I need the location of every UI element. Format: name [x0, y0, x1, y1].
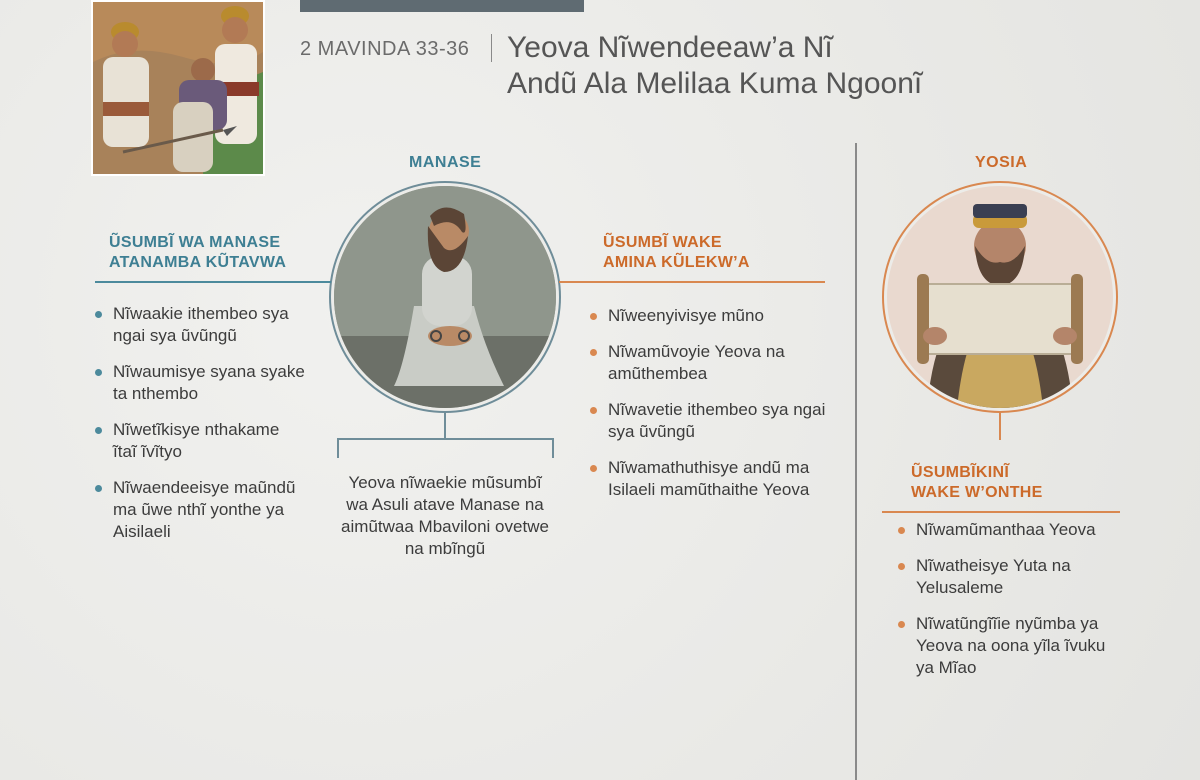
bullet-icon — [898, 527, 905, 534]
list-item: Nĩwamathuthisye andũ ma Isilaeli mamũthaithe Yeova — [590, 457, 830, 501]
manase-name: MANASE — [409, 154, 482, 171]
yosia-heading-line2: WAKE W’ONTHE — [911, 484, 1043, 501]
bracket-left — [337, 438, 339, 458]
bullet-icon — [590, 349, 597, 356]
yosia-name: YOSIA — [975, 154, 1028, 171]
manase-good-heading-line1: ŨSUMBĨ WAKE — [603, 234, 722, 251]
manase-bad-heading — [109, 233, 286, 273]
top-bar — [300, 0, 584, 12]
list-item: Nĩwaakie ithembeo sya ngai sya ũvũngũ — [95, 303, 305, 347]
soldiers-illustration — [91, 0, 265, 176]
list-item: Nĩwaumisye syana syake ta nthembo — [95, 361, 305, 405]
list-item: Nĩwetĩkisye nthakame ĩtaĩ ĩvĩtyo — [95, 419, 305, 463]
manase-good-list — [590, 305, 830, 515]
list-item: Nĩwamũvoyie Yeova na amũthembea — [590, 341, 830, 385]
manase-bad-heading-line2: ATANAMBA KŨTAVWA — [109, 254, 287, 271]
yosia-stem — [999, 413, 1001, 440]
page-title — [507, 30, 922, 102]
bullet-icon — [898, 621, 905, 628]
bullet-icon — [590, 465, 597, 472]
bullet-icon — [95, 485, 102, 492]
yosia-portrait — [887, 186, 1113, 408]
bracket-stem — [444, 413, 446, 438]
manase-bad-rule — [95, 281, 331, 283]
list-item: Nĩwavetie ithembeo sya ngai sya ũvũngũ — [590, 399, 830, 443]
list-item: Nĩweenyivisye mũno — [590, 305, 830, 327]
bullet-icon — [590, 313, 597, 320]
bullet-icon — [590, 407, 597, 414]
scripture-reference: 2 MAVINDA 33-36 — [300, 38, 470, 60]
bracket-bar — [337, 438, 553, 440]
bullet-icon — [95, 427, 102, 434]
list-item: Nĩwatũngĩĩie nyũmba ya Yeova na oona yĩla ĩvuku ya Mĩao — [898, 613, 1128, 679]
manase-good-heading — [603, 233, 750, 273]
yosia-list — [898, 519, 1128, 693]
bullet-icon — [95, 311, 102, 318]
list-item: Nĩwaendeeisye maũndũ ma ũwe nthĩ yonthe ya Aisilaeli — [95, 477, 305, 543]
section-divider — [855, 143, 857, 780]
list-item: Nĩwatheisye Yuta na Yelusaleme — [898, 555, 1128, 599]
yosia-rule — [882, 511, 1120, 513]
bullet-icon — [898, 563, 905, 570]
list-item: Nĩwamũmanthaa Yeova — [898, 519, 1128, 541]
manase-portrait — [334, 186, 556, 408]
title-line-2: Andũ Ala Melilaa Kuma Ngoonĩ — [507, 67, 923, 100]
manase-good-heading-line2: AMINA KŨLEKW’A — [603, 254, 750, 271]
bullet-icon — [95, 369, 102, 376]
manase-good-rule — [559, 281, 825, 283]
manase-caption: Yeova nĩwaekie mũsumbĩ wa Asuli atave Manase na aimũtwaa Mbaviloni ovetwe na mbĩngũ — [341, 473, 549, 558]
bracket-right — [552, 438, 554, 458]
title-line-1: Yeova Nĩwendeeaw’a Nĩ — [507, 31, 833, 64]
yosia-heading-line1: ŨSUMBĨKINĨ — [911, 464, 1010, 481]
manase-bad-list — [95, 303, 305, 557]
yosia-heading — [911, 463, 1043, 503]
manase-bad-heading-line1: ŨSUMBĨ WA MANASE — [109, 234, 281, 251]
header-divider — [491, 34, 492, 62]
